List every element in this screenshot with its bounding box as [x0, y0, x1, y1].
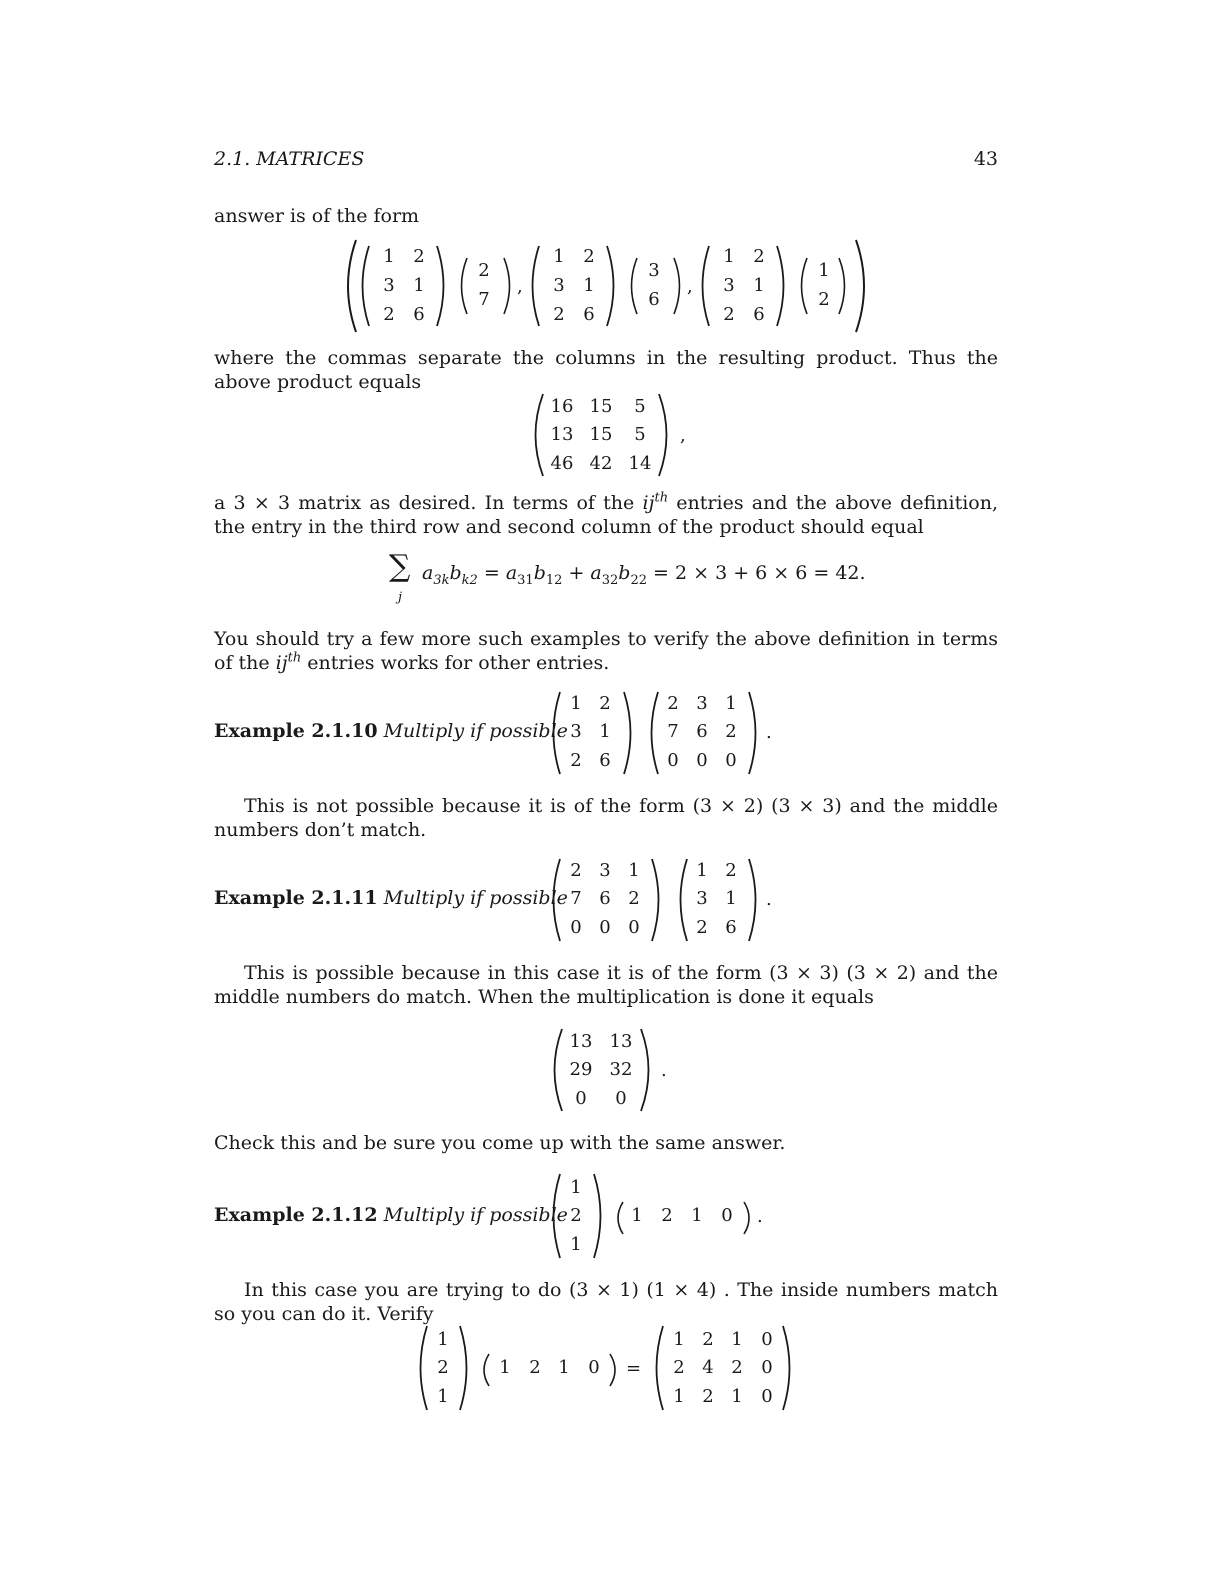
text: entries and the above definition, the entry in the third row and second column of the product should equal — [214, 492, 998, 538]
matrix-entry: 0 — [761, 1357, 773, 1378]
var-b: b — [449, 562, 462, 584]
example-2-1-12-text: In this case you are trying to do (3 × 1) (1 × 4) . The inside numbers match so you can do it. Verify — [214, 1279, 998, 1325]
matrix-entry: 0 — [696, 750, 708, 771]
vector-entry: 0 — [588, 1357, 600, 1378]
vector-entry: 7 — [478, 289, 490, 310]
matrix-entry: 1 — [599, 721, 611, 742]
vector-entry: 1 — [499, 1357, 511, 1378]
matrix-entry: 2 — [753, 246, 765, 267]
matrix-entry: 1 — [583, 275, 595, 296]
vector-entry: 1 — [570, 1234, 582, 1255]
matrix-entry: 3 — [383, 275, 395, 296]
matrix-entry: 2 — [725, 860, 737, 881]
matrix-entry: 2 — [667, 693, 679, 714]
subscript: 12 — [545, 572, 563, 588]
vector-entry: 3 — [648, 260, 660, 281]
matrix-entry: 2 — [553, 304, 565, 325]
example-label: Example 2.1.10 — [214, 720, 378, 742]
matrix-entry: 2 — [570, 750, 582, 771]
matrix-entry: 0 — [761, 1329, 773, 1350]
ij-symbol: ij — [275, 652, 288, 674]
subscript: k2 — [461, 572, 478, 588]
matrix-entry: 2 — [383, 304, 395, 325]
matrix-entry: 7 — [667, 721, 679, 742]
period: . — [661, 1060, 667, 1081]
matrix-entry: 2 — [628, 888, 640, 909]
vector-entry: 2 — [818, 289, 830, 310]
vector-entry: 1 — [570, 1177, 582, 1198]
matrix-entry: 6 — [599, 888, 611, 909]
matrix-entry: 0 — [615, 1088, 627, 1109]
equals: = — [477, 562, 506, 584]
example-title: Multiply if possible — [383, 887, 568, 909]
matrix-entry: 3 — [599, 860, 611, 881]
matrix-entry: 13 — [569, 1031, 593, 1052]
right-paren — [780, 1324, 796, 1412]
plus: + — [562, 562, 591, 584]
vector-entry: 6 — [648, 289, 660, 310]
matrix-entry: 16 — [550, 396, 574, 417]
ij-symbol: ij — [642, 492, 655, 514]
subscript: 22 — [630, 572, 647, 588]
matrix-entry: 2 — [702, 1329, 714, 1350]
matrix-entry: 2 — [723, 304, 735, 325]
matrix-entry: 0 — [628, 917, 640, 938]
matrix-entry: 2 — [725, 721, 737, 742]
var-a: a — [590, 562, 602, 584]
matrix-entry: 0 — [761, 1386, 773, 1407]
example-label: Example 2.1.12 — [214, 1204, 378, 1226]
matrix-entry: 13 — [550, 424, 574, 445]
right-paren — [608, 1352, 620, 1388]
subscript: 31 — [517, 572, 534, 588]
arithmetic: = 2 × 3 + 6 × 6 = 42. — [647, 562, 866, 584]
example-title: Multiply if possible — [383, 720, 568, 742]
matrix-entry: 6 — [413, 304, 425, 325]
matrix-entry: 1 — [731, 1329, 743, 1350]
matrix-entry: 1 — [673, 1329, 685, 1350]
sum-index: j — [398, 590, 403, 605]
matrix-entry: 0 — [725, 750, 737, 771]
intro-text: answer is of the form — [214, 205, 420, 227]
var-b: b — [618, 562, 631, 584]
matrix-entry: 29 — [569, 1059, 593, 1080]
check-text: Check this and be sure you come up with the same answer. — [214, 1132, 786, 1154]
matrix-entry: 1 — [753, 275, 765, 296]
th-superscript: th — [654, 490, 669, 506]
matrix-entry: 0 — [667, 750, 679, 771]
vector-entry: 1 — [437, 1386, 449, 1407]
period: . — [757, 1206, 763, 1227]
matrix-entry: 14 — [628, 453, 652, 474]
vector-entry: 1 — [437, 1329, 449, 1350]
matrix-entry: 7 — [570, 888, 582, 909]
matrix-entry: 2 — [731, 1357, 743, 1378]
vector-entry: 1 — [558, 1357, 570, 1378]
matrix-entry: 2 — [570, 860, 582, 881]
matrix-entry: 5 — [634, 396, 646, 417]
paragraph-commas: where the commas separate the columns in the resulting product. Thus the above product equals — [214, 347, 998, 393]
th-superscript: th — [287, 650, 302, 666]
matrix-entry: 1 — [383, 246, 395, 267]
matrix-entry: 6 — [599, 750, 611, 771]
matrix-entry: 6 — [753, 304, 765, 325]
matrix-entry: 1 — [413, 275, 425, 296]
comma: , — [687, 276, 693, 297]
matrix-entry: 0 — [575, 1088, 587, 1109]
matrix-entry: 0 — [570, 917, 582, 938]
matrix-entry: 6 — [583, 304, 595, 325]
matrix-entry: 3 — [553, 275, 565, 296]
text: entries works for other entries. — [301, 652, 610, 674]
var-a: a — [422, 562, 434, 584]
matrix-entry: 2 — [413, 246, 425, 267]
text: a 3 × 3 matrix as desired. In terms of the — [214, 492, 643, 514]
matrix-entry: 1 — [725, 888, 737, 909]
example-2-1-10-text: This is not possible because it is of the form (3 × 2) (3 × 3) and the middle numbers don’t match. — [214, 795, 998, 841]
vector-entry: 2 — [570, 1205, 582, 1226]
matrix-entry: 1 — [725, 693, 737, 714]
example-title: Multiply if possible — [383, 1204, 568, 1226]
matrix-entry: 1 — [731, 1386, 743, 1407]
vector-entry: 2 — [529, 1357, 541, 1378]
matrix-entry: 15 — [589, 396, 613, 417]
matrix-entry: 2 — [599, 693, 611, 714]
matrix-entry: 2 — [673, 1357, 685, 1378]
matrix-entry: 3 — [696, 888, 708, 909]
matrix-entry: 1 — [628, 860, 640, 881]
var-a: a — [505, 562, 518, 584]
matrix-entry: 6 — [725, 917, 737, 938]
matrix-entry: 1 — [570, 693, 582, 714]
vector-entry: 1 — [818, 260, 830, 281]
period: . — [766, 722, 772, 743]
matrix-entry: 42 — [589, 453, 613, 474]
comma: , — [517, 276, 523, 297]
vector-entry: 2 — [661, 1205, 673, 1226]
matrix-entry: 13 — [609, 1031, 633, 1052]
vector-entry: 2 — [437, 1357, 449, 1378]
matrix-entry: 46 — [550, 453, 574, 474]
example-label: Example 2.1.11 — [214, 887, 378, 909]
matrix-entry: 2 — [583, 246, 595, 267]
period: . — [766, 889, 772, 910]
matrix-entry: 32 — [609, 1059, 633, 1080]
subscript: 3k — [433, 572, 450, 588]
page-number: 43 — [973, 148, 998, 170]
subscript: 32 — [601, 572, 619, 588]
var-b: b — [533, 562, 546, 584]
matrix-entry: 1 — [696, 860, 708, 881]
equals-sign: = — [626, 1358, 642, 1379]
matrix-entry: 1 — [673, 1386, 685, 1407]
vector-entry: 0 — [721, 1205, 733, 1226]
matrix-entry: 2 — [696, 917, 708, 938]
text: You should try a few more such examples to verify the above definition in terms of the — [214, 628, 998, 674]
matrix-entry: 6 — [696, 721, 708, 742]
matrix-entry: 3 — [723, 275, 735, 296]
matrix-entry: 5 — [634, 424, 646, 445]
right-paren — [457, 1324, 473, 1412]
matrix-entry: 4 — [702, 1357, 714, 1378]
matrix-entry: 3 — [696, 693, 708, 714]
vector-entry: 2 — [478, 260, 490, 281]
sigma-symbol: ∑ — [389, 549, 411, 584]
vector-entry: 1 — [631, 1205, 643, 1226]
matrix-entry: 0 — [599, 917, 611, 938]
vector-entry: 1 — [691, 1205, 703, 1226]
matrix-entry: 2 — [702, 1386, 714, 1407]
matrix-entry: 3 — [570, 721, 582, 742]
matrix-entry: 15 — [589, 424, 613, 445]
running-header: 2.1. MATRICES — [214, 148, 365, 170]
example-2-1-11-text: This is possible because in this case it is of the form (3 × 3) (3 × 2) and the middle numbers do match. When the multiplication is done it equals — [214, 962, 998, 1008]
matrix-entry: 1 — [723, 246, 735, 267]
matrix-entry: 1 — [553, 246, 565, 267]
comma: , — [680, 425, 686, 446]
